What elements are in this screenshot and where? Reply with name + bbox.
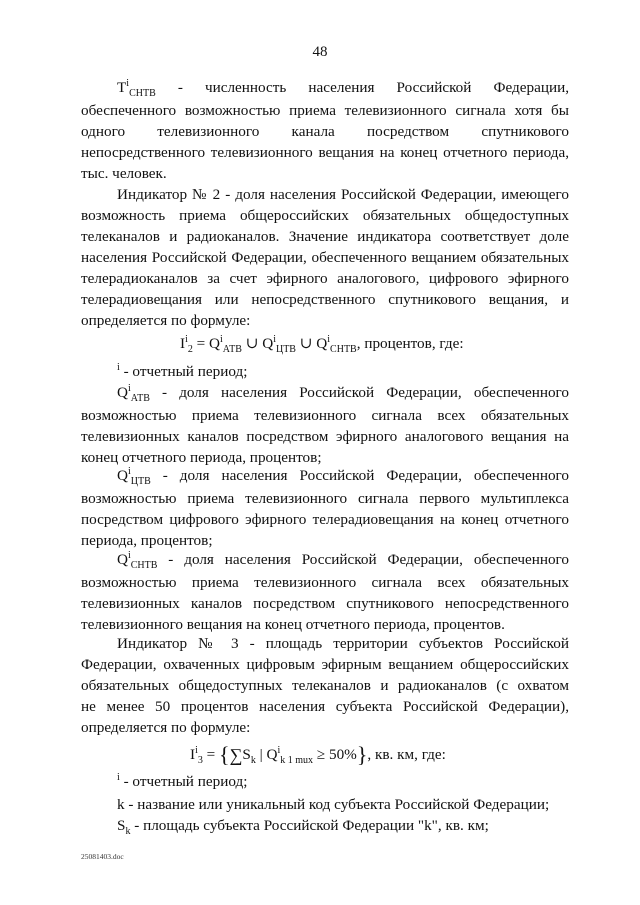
paragraph-line: конец отчетного периода, процентов; [81,449,322,466]
paragraph-line: Федерации, охваченных цифровым эфирным вещанием общероссийских [81,656,569,673]
footer-filename: 25081403.doc [81,852,124,861]
def-qsntv-line-1: $Q^i_{СНТВ}$ - доля населения Российской Федерации, обеспеченного [117,549,569,572]
paragraph-line: телерадиоканалов за счет эфирного аналогового, цифрового эфирного [81,270,569,287]
def-k: k - название или уникальный код субъекта Российской Федерации; [117,796,550,813]
def-qatv-line-1: $Q^i_{АТВ}$ - доля населения Российской Федерации, обеспеченного [117,382,569,405]
paragraph-line: телерадиовещания или непосредственного спутникового вещания, и [81,291,569,308]
def-period: $^i$ - отчетный период; [117,361,248,380]
def-qctv-line-1: $Q^i_{ЦТВ}$ - доля населения Российской Федерации, обеспеченного [117,465,569,488]
paragraph-line: возможностью приема телевизионного сигнала первого мультиплекса [81,490,569,507]
paragraph-line: возможностью приема телевизионного сигнала всех обязательных [81,407,569,424]
paragraph-line: телевизионного вещания на конец отчетного периода, процентов. [81,616,505,633]
paragraph-line: определяется по формуле: [81,719,251,736]
paragraph-line: обязательных общедоступных телеканалов и радиоканалов (с охватом [81,677,569,694]
paragraph-line: обеспеченного возможностью приема телевизионного сигнала хотя бы [81,102,569,119]
paragraph-line: телеканалов и радиоканалов. Значение индикатора соответствует доле [81,228,569,245]
paragraph-line: возможность приема общероссийских обязательных общедоступных [81,207,569,224]
paragraph-line: одного телевизионного канала посредством спутникового [81,123,569,140]
page-number: 48 [312,44,328,60]
def-sk: $S_k$ - площадь субъекта Российской Федерации "k", кв. км; [117,817,489,838]
def-period-3: $^i$ - отчетный период; [117,771,248,790]
formula-indicator-2: $I^i_2 = Q^i_{АТВ}$ ∪ $Q^i_{ЦТВ}$ ∪ $Q^i_{СНТВ}$, процентов, где: [180,333,464,356]
indicator-3-line-1: Индикатор № 3 - площадь территории субъектов Российской [117,635,569,652]
paragraph-line: телевизионных каналов посредством спутникового непосредственного [81,595,569,612]
paragraph-line: населения Российской Федерации, обеспеченного вещанием обязательных [81,249,569,266]
tsntv-definition-line-1: $T^i_{СНТВ}$ - численность населения Российской Федерации, [117,77,569,100]
paragraph-line: тыс. человек. [81,165,167,182]
tsntv-symbol: $T^i_{СНТВ}$ [117,77,156,100]
paragraph-line: не менее 50 процентов населения субъекта Российской Федерации), [81,698,569,715]
paragraph-line: периода, процентов; [81,532,213,549]
paragraph-line: телевизионных каналов посредством эфирного аналогового вещания на [81,428,569,445]
paragraph-line: непосредственного телевизионного вещания на конец отчетного периода, [81,144,569,161]
indicator-2-line-1: Индикатор № 2 - доля населения Российской Федерации, имеющего [117,186,569,203]
paragraph-line: возможностью приема телевизионного сигнала всех обязательных [81,574,569,591]
formula-indicator-3: $I^i_3 = \{\sum S_k$ | $Q^i_{k 1 mux} \ge 50\%$}, кв. км, где: [190,742,446,767]
paragraph-line: определяется по формуле: [81,312,251,329]
paragraph-line: посредством цифрового эфирного телерадиовещания на конец отчетного [81,511,569,528]
